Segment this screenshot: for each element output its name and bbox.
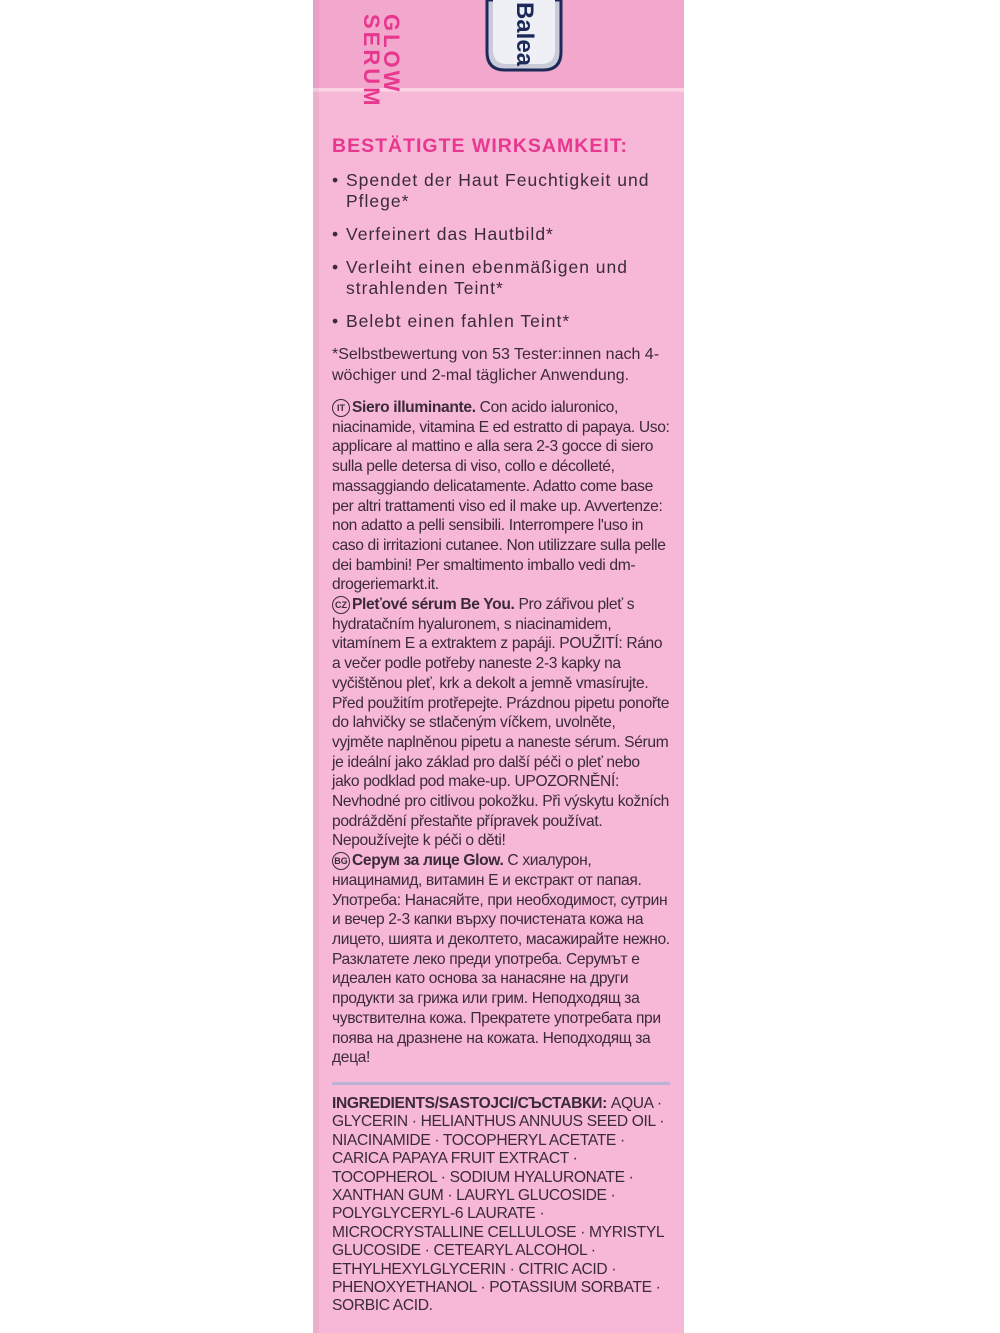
claim-item: • Verleiht einen ebenmäßigen und strahlenden Teint* <box>332 257 670 299</box>
bg-text: С хиалурон, ниацинамид, витамин Е и екстракт от папая. Употреба: Нанасяйте, при необходимост, сутрин и вечер 2-3 капки върху почистената кожа на лицето, шията и деколтето, масажирайте нежно. Разклатете леко преди употреба. Серумът е идеален като основа за нанасяне на други продукти за грижа или грим. Неподходящ за чувствителна кожа. Прекратете употребата при поява на дразнене на кожата. Неподходящ за деца! <box>332 852 670 1067</box>
box-text-content <box>332 135 670 1316</box>
cz-title: Pleťové sérum Be You. <box>352 596 515 614</box>
czech-language-badge-icon: CZ <box>332 596 350 614</box>
box-edge-shade <box>313 0 319 1333</box>
claim-item: • Belebt einen fahlen Teint* <box>332 311 670 332</box>
ingredients-label: INGREDIENTS/SASTOJCI/СЪСТАВКИ: <box>332 1094 607 1112</box>
product-name-line2: SERUM <box>359 14 384 109</box>
ingredients-list <box>332 1095 670 1316</box>
brand-logo-text: Balea <box>511 1 538 67</box>
claim-item: • Verfeinert das Hautbild* <box>332 224 670 245</box>
bg-title: Серум за лице Glow. <box>352 852 504 870</box>
claim-item: • Spendet der Haut Feuchtigkeit und Pflege* <box>332 170 670 212</box>
claims-list <box>332 170 670 332</box>
product-name-line1: GLOW <box>379 14 404 95</box>
efficacy-headline: BESTÄTIGTE WIRKSAMKEIT: <box>332 135 628 157</box>
section-divider <box>332 1082 670 1085</box>
language-sections <box>332 398 670 1068</box>
it-text: Con acido ialuronico, niacinamide, vitamina E ed estratto di papaya. Uso: applicare al mattino e alla sera 2-3 gocce di siero sulla pelle detersa di viso, collo e décolleté, massaggiando delicatamente. Adatto come base per altri trattamenti viso ed il make up. Avvertenze: non adatto a pelli sensibili. Interrompere l'uso in caso di irritazioni cutanee. Non utilizzare sulla pelle dei bambini! Per smaltimento imballo vedi dm-drogeriemarkt.it. <box>332 399 670 594</box>
bulgarian-language-badge-icon: BG <box>332 852 350 870</box>
it-title: Siero illuminante. <box>352 399 476 416</box>
cz-text: Pro zářivou pleť s hydratačním hyaluronem, s niacinamidem, vitamínem E a extraktem z papáji. POUŽITÍ: Ráno a večer podle potřeby naneste 2-3 kapky na vyčištěnou pleť, krk a dekolt a jemně vmasírujte. Před použitím protřepejte. Prázdnou pipetu ponořte do lahvičky se stlačeným víčkem, uvolněte, vyjměte naplněnou pipetu a naneste sérum. Sérum je ideální jako základ pro další péči o pleť nebo jako podklad pod make-up. UPOZORNĚNÍ: Nevhodné pro citlivou pokožku. Při výskytu kožních podráždění přestaňte přípravek používat. Nepoužívejte k péči o děti! <box>332 596 670 850</box>
tester-footnote: *Selbstbewertung von 53 Tester:innen nach 4-wöchiger und 2-mal täglicher Anwendung. <box>332 346 660 384</box>
italian-language-badge-icon: IT <box>332 399 350 417</box>
ingredients-text: AQUA · GLYCERIN · HELIANTHUS ANNUUS SEED OIL · NIACINAMIDE · TOCOPHERYL ACETATE · CARICA PAPAYA FRUIT EXTRACT · TOCOPHEROL · SODIUM HYALURONATE · XANTHAN GUM · LAURYL GLUCOSIDE · POLYGLYCERYL-6 LAURATE · MICROCRYSTALLINE CELLULOSE · MYRISTYL GLUCOSIDE · CETEARYL ALCOHOL · ETHYLHEXYLGLYCERIN · CITRIC ACID · PHENOXYETHANOL · POTASSIUM SORBATE · SORBIC ACID. <box>332 1094 665 1315</box>
